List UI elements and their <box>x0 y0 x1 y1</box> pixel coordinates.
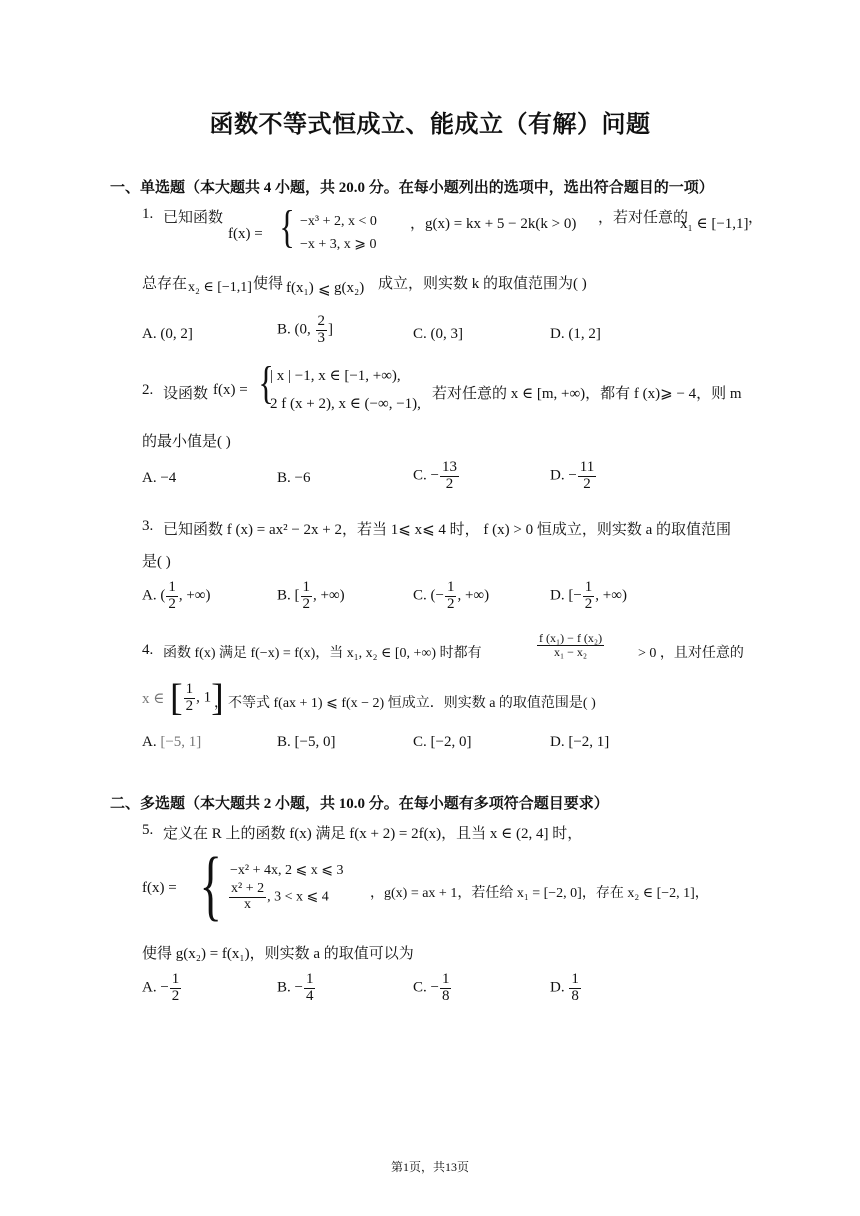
q1-line2-exists: 总存在 <box>142 276 188 292</box>
q3-option-a-end: , +∞) <box>178 587 211 604</box>
q5-case1: −x² + 4x, 2 ⩽ x ⩽ 3 <box>230 863 344 878</box>
q3-option-a-num: 1 <box>168 579 176 595</box>
q3-option-c-den: 2 <box>446 595 455 612</box>
q3-option-b-end: , +∞) <box>313 587 345 604</box>
page-title: 函数不等式恒成立、能成立（有解）问题 <box>209 112 651 138</box>
q5-line3: 使得 g(x₂) = f(x₁)，则实数 a 的取值可以为 <box>142 946 414 962</box>
q4-fraction <box>536 632 605 658</box>
q4-option-b[interactable]: B. [−5, 0] <box>277 734 336 750</box>
q5-option-a-num: 1 <box>171 971 180 987</box>
q5-number: 5. <box>142 822 154 838</box>
q3-option-d-prefix: D. [− <box>550 587 582 604</box>
q1-option-b[interactable] <box>277 314 333 347</box>
q5-option-a-prefix: A. − <box>142 979 169 996</box>
q3-option-c[interactable] <box>413 580 489 613</box>
q2-option-c-num: 13 <box>441 459 457 475</box>
q2-option-d-num: 11 <box>579 459 595 475</box>
q4-option-d[interactable]: D. [−2, 1] <box>550 734 610 750</box>
q5-option-c-den: 8 <box>441 987 450 1004</box>
q3-line2: 是( ) <box>142 554 171 570</box>
section-heading-multiple-choice: 二、多选题（本大题共 2 小题，共 10.0 分。在每小题有多项符合题目要求） <box>110 796 609 812</box>
q5-option-b-prefix: B. − <box>277 979 303 996</box>
q3-option-a-den: 2 <box>168 595 176 612</box>
q3-option-a-prefix: A. ( <box>142 587 166 604</box>
q3-option-a-fraction <box>166 580 178 613</box>
q1-intro: 已知函数 <box>163 210 224 226</box>
q2-option-d[interactable] <box>550 460 597 493</box>
q4-option-a-value: [−5, 1] <box>160 734 202 750</box>
q2-line2: 的最小值是( ) <box>142 434 231 450</box>
q5-case2-end: , 3 < x ⩽ 4 <box>267 889 329 905</box>
q3-option-b-prefix: B. [ <box>277 587 300 604</box>
q2-option-a[interactable]: A. −4 <box>142 470 177 486</box>
q1-gx2: g(x₂) <box>334 280 365 296</box>
q3-option-b-fraction <box>301 580 313 613</box>
q5-option-b-fraction <box>304 972 316 1005</box>
section-heading-single-choice: 一、单选题（本大题共 4 小题，共 20.0 分。在每小题列出的选项中，选出符合题目的一项） <box>110 180 714 196</box>
q1-x2-range: x₂ ∈ [−1,1] <box>188 280 252 295</box>
q5-option-c-fraction <box>440 972 452 1005</box>
q5-option-d-prefix: D. <box>550 979 569 996</box>
q1-fx-label: f(x) = <box>228 226 263 242</box>
q1-g-definition: ，g(x) = kx + 5 − 2k(k > 0) <box>410 216 577 232</box>
q2-option-c-fraction <box>440 460 459 493</box>
q5-option-b-num: 1 <box>305 971 314 987</box>
q4-option-c[interactable]: C. [−2, 0] <box>413 734 472 750</box>
q1-case1: −x³ + 2, x < 0 <box>300 214 377 229</box>
q3-option-c-num: 1 <box>446 579 455 595</box>
q1-option-c[interactable]: C. (0, 3] <box>413 326 463 342</box>
q1-line2-conclusion: 成立，则实数 k 的取值范围为( ) <box>378 276 587 292</box>
q2-fx-label: f(x) = <box>213 382 248 398</box>
q3-number: 3. <box>142 518 154 534</box>
q5-rest: ，g(x) = ax + 1，若任给 x₁ = [−2, 0]，存在 x₂ ∈ [−2, 1]， <box>370 886 709 901</box>
q3-option-c-prefix: C. (− <box>413 587 444 604</box>
q5-case2-den: x <box>244 896 252 912</box>
q3-option-d[interactable] <box>550 580 627 613</box>
q1-brace: { <box>279 201 295 252</box>
q4-interval-end: , 1 <box>196 689 212 706</box>
q1-comma: ， <box>748 210 764 226</box>
q4-line1a: 函数 f(x) 满足 f(−x) = f(x)，当 x₁, x₂ ∈ [0, +∞) 时都有 <box>163 646 482 661</box>
q3-option-c-fraction <box>445 580 457 613</box>
q3-option-b[interactable] <box>277 580 345 613</box>
q5-option-a[interactable] <box>142 972 182 1005</box>
q1-line2-such-that: 使得 <box>253 276 284 292</box>
q3-option-b-num: 1 <box>302 579 310 595</box>
q5-option-d-fraction <box>569 972 581 1005</box>
q3-option-a[interactable] <box>142 580 210 613</box>
q4-line2: ，不等式 f(ax + 1) ⩽ f(x − 2) 恒成立．则实数 a 的取值范围是( ) <box>214 696 596 711</box>
q1-number: 1. <box>142 206 154 222</box>
q1-case2: −x + 3, x ⩾ 0 <box>300 237 377 252</box>
q2-option-b[interactable]: B. −6 <box>277 470 311 486</box>
q5-option-b[interactable] <box>277 972 316 1005</box>
q5-option-c-num: 1 <box>441 971 450 987</box>
q2-option-d-den: 2 <box>583 475 591 492</box>
q4-line1b: > 0 ，且对任意的 <box>638 646 744 661</box>
q2-case2: 2 f (x + 2), x ∈ (−∞, −1), <box>270 396 421 412</box>
q4-fraction-num: f (x₁) − f (x₂) <box>539 631 603 645</box>
q2-intro: 设函数 <box>163 386 209 402</box>
q5-case2 <box>228 882 329 912</box>
q4-interval: [ $\frac{1}{2}$ , 1] <box>170 677 224 719</box>
q3-option-d-fraction <box>583 580 595 613</box>
q5-option-d-den: 8 <box>571 987 579 1004</box>
q4-interval-num: 1 <box>185 680 194 697</box>
q2-option-d-prefix: D. − <box>550 467 577 484</box>
q5-option-b-den: 4 <box>305 987 314 1004</box>
q5-option-d-num: 1 <box>571 971 579 987</box>
q1-option-d[interactable]: D. (1, 2] <box>550 326 601 342</box>
q4-option-a-label: A. <box>142 734 157 750</box>
q5-option-c[interactable] <box>413 972 452 1005</box>
q2-option-c-prefix: C. − <box>413 467 439 484</box>
q2-option-c-den: 2 <box>445 475 454 492</box>
q5-option-c-prefix: C. − <box>413 979 439 996</box>
q2-number: 2. <box>142 382 154 398</box>
q3-option-c-end: , +∞) <box>457 587 490 604</box>
q3-line1: 已知函数 f (x) = ax² − 2x + 2，若当 1⩽ x⩽ 4 时， f (x) > 0 恒成立，则实数 a 的取值范围 <box>163 522 732 538</box>
q2-option-d-fraction <box>578 460 596 493</box>
q5-brace: { <box>199 841 222 928</box>
q5-option-a-den: 2 <box>171 987 180 1004</box>
q5-option-d[interactable] <box>550 972 582 1005</box>
page-footer: 第1页，共13页 <box>390 1160 469 1174</box>
q5-case2-num: x² + 2 <box>231 881 265 896</box>
q5-option-a-fraction <box>170 972 182 1005</box>
q5-fx-label: f(x) = <box>142 880 177 896</box>
q3-option-d-num: 1 <box>584 579 593 595</box>
q1-option-b-fraction <box>316 314 328 347</box>
q2-case1: | x | −1, x ∈ [−1, +∞), <box>270 368 401 384</box>
q4-interval-den: 2 <box>185 697 194 714</box>
q4-fraction-den: x₁ − x₂ <box>553 644 588 659</box>
q3-option-d-den: 2 <box>584 595 593 612</box>
q4-number: 4. <box>142 642 154 658</box>
q1-option-a[interactable]: A. (0, 2] <box>142 326 193 342</box>
q4-x-in: x ∈ <box>142 691 165 707</box>
q2-brace: { <box>258 357 274 408</box>
q2-option-c[interactable] <box>413 460 460 493</box>
q2-condition: 若对任意的 x ∈ [m, +∞)，都有 f (x)⩾ − 4，则 m <box>432 386 742 402</box>
q4-option-a[interactable] <box>142 734 201 751</box>
q1-le: ⩽ <box>318 282 331 298</box>
q1-option-b-num: 2 <box>317 313 325 329</box>
q3-option-d-end: , +∞) <box>595 587 627 604</box>
q1-fx1: f(x₁) <box>286 280 314 296</box>
q1-condition: ，若对任意的 <box>598 210 689 226</box>
q3-option-b-den: 2 <box>302 595 310 612</box>
q1-option-b-den: 3 <box>317 329 325 346</box>
q1-option-b-end: ] <box>328 321 333 338</box>
q1-option-b-prefix: B. (0, <box>277 321 315 338</box>
q5-line1: 定义在 R 上的函数 f(x) 满足 f(x + 2) = 2f(x)，且当 x ∈ (2, 4] 时， <box>163 826 583 842</box>
q1-x1-range: x₁ ∈ [−1,1] <box>680 216 749 232</box>
